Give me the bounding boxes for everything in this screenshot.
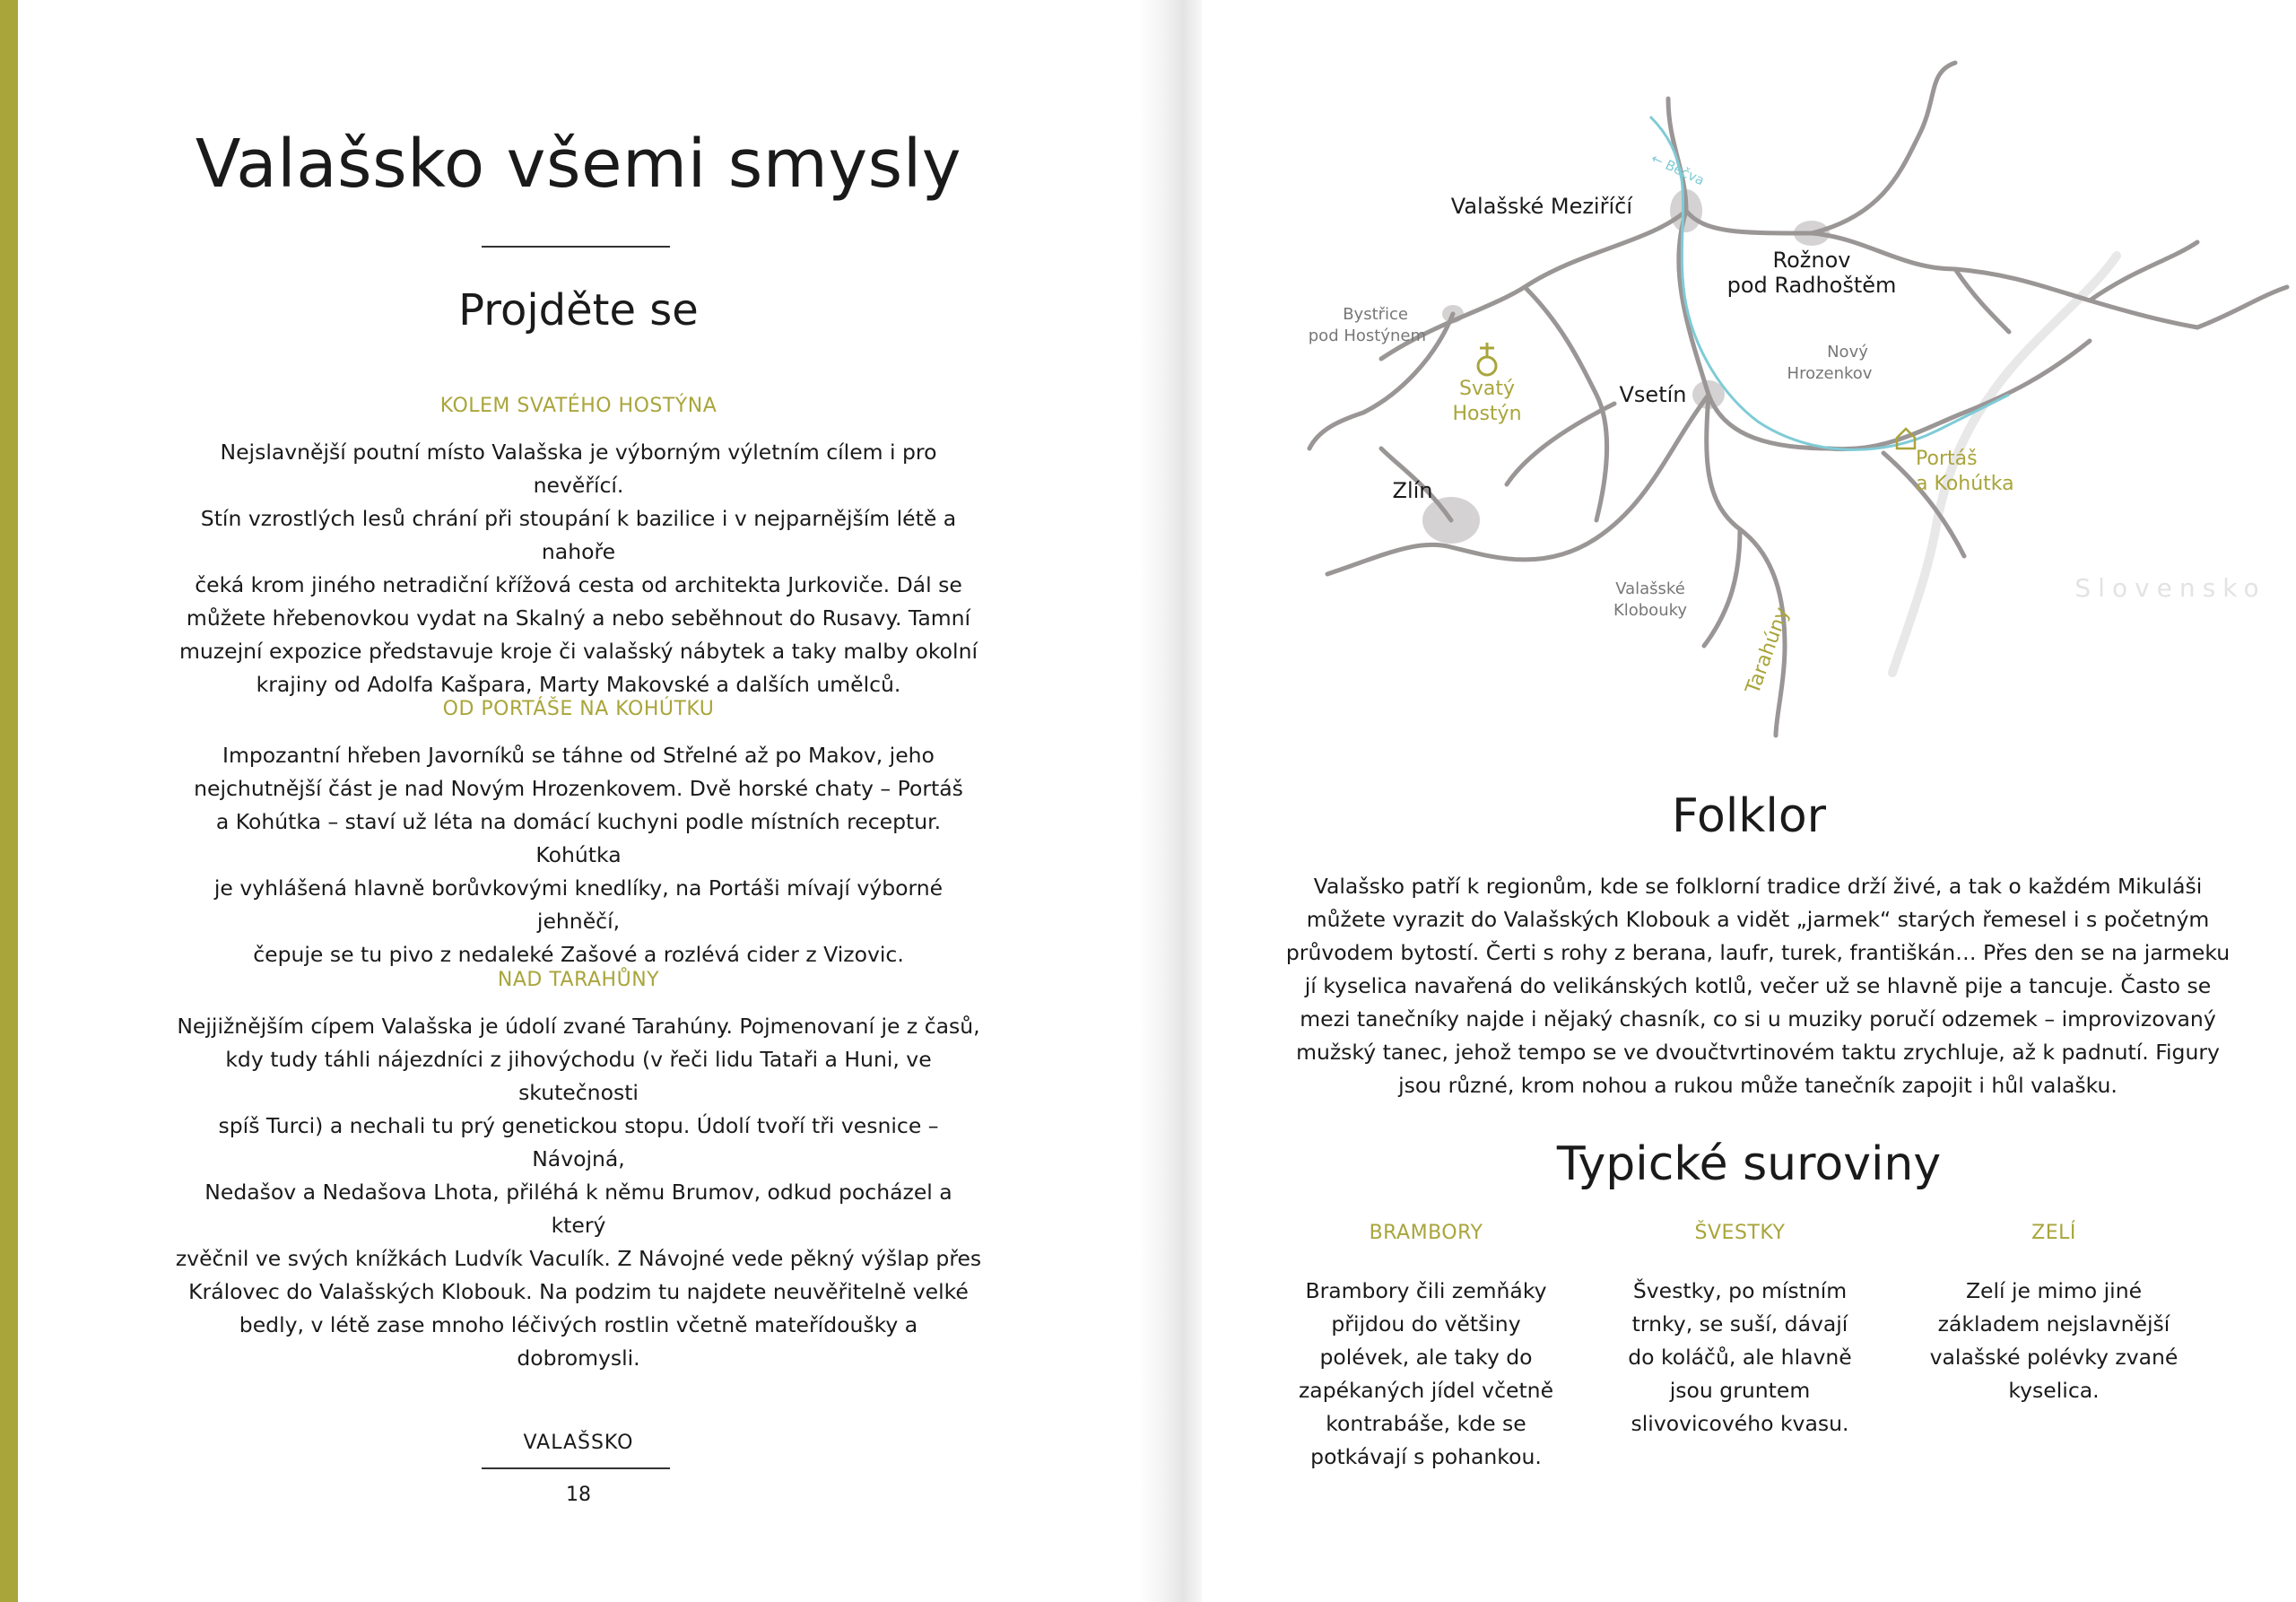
folklor-heading: Folklor [1671, 789, 1827, 843]
pilgrimage-site-icon [1478, 357, 1496, 375]
footer-chapter-label: VALAŠSKO [523, 1432, 634, 1454]
section-heading: NAD TARAHŮNY [497, 969, 660, 991]
text-line: Valašsko patří k regionům, kde se folklorní tradice drží živé, a tak o každém Mikuláši [1313, 874, 2203, 899]
ingredient-text [1292, 1275, 1561, 1474]
text-line: mužský tanec, jehož tempo se ve dvoučtvrtinovém taktu zrychluje, až k padnutí. Figury [1296, 1040, 2220, 1065]
text-line: je vyhlášená hlavně borůvkovými knedlíky, na Portáši mívají výborné jehněčí, [213, 875, 944, 934]
text-line: Brambory čili zemňáky [1305, 1278, 1547, 1303]
map-label-tarahuny: Tarahúny [1742, 604, 1795, 698]
text-line: Nejjižnějším cípem Valašska je údolí zvané Tarahúny. Pojmenovaní je z časů, [177, 1014, 980, 1039]
text-line: muzejní expozice představuje kroje či valašský nábytek a taky malby okolní [179, 639, 978, 664]
right-page [1202, 0, 2296, 1602]
text-line: Nedašov a Nedašova Lhota, přiléhá k němu Brumov, odkud pocházel a který [204, 1180, 952, 1238]
text-line: mezi tanečníky najde i nějaký chasník, co si u muziky poručí odzemek – improvizovaný [1300, 1006, 2216, 1032]
text-line: čeká krom jiného netradiční křížová cesta od architekta Jurkoviče. Dál se [195, 572, 962, 597]
text-line: nejchutnější část je nad Novým Hrozenkovem. Dvě horské chaty – Portáš [194, 776, 963, 801]
text-line: jsou gruntem [1669, 1378, 1811, 1403]
ingredient-heading: ZELÍ [2031, 1222, 2076, 1244]
text-line: slivovicového kvasu. [1631, 1411, 1849, 1436]
map-label-klobouky-1: Valašské [1615, 579, 1685, 598]
text-line: krajiny od Adolfa Kašpara, Marty Makovské a dalších umělců. [256, 672, 901, 697]
accent-edge-bar [0, 0, 18, 1602]
ingredient-heading: ŠVESTKY [1694, 1222, 1786, 1244]
text-line: spíš Turci) a nechali tu prý genetickou stopu. Údolí tvoří tři vesnice – Návojná, [218, 1113, 939, 1171]
text-line: valašské polévky zvané [1929, 1345, 2179, 1370]
region-map [1202, 54, 2296, 753]
text-line: průvodem bytostí. Čerti s rohy z berana, laufr, turek, františkán… Přes den se na jarmeku [1285, 940, 2231, 965]
map-label-roznov-2: pod Radhoštěm [1726, 273, 1897, 298]
map-label-klobouky-2: Klobouky [1613, 601, 1688, 620]
text-line: Nejslavnější poutní místo Valašska je výborným výletním cílem i pro nevěřící. [220, 440, 937, 498]
text-line: kontrabáše, kde se [1326, 1411, 1526, 1436]
map-label-novy-2: Hrozenkov [1787, 364, 1873, 383]
map-label-river: ← Bečva [1648, 150, 1708, 189]
map-label-zlin: Zlín [1392, 478, 1433, 503]
left-page [18, 0, 1139, 1602]
text-line: kyselica. [2008, 1378, 2100, 1403]
ingredient-text [1605, 1275, 1874, 1441]
map-label-vsetin: Vsetín [1619, 382, 1687, 407]
map-label-bystrice-2: pod Hostýnem [1308, 326, 1426, 345]
map-label-svaty-1: Svatý [1458, 378, 1516, 400]
title-divider [482, 246, 670, 248]
text-line: do koláčů, ale hlavně [1628, 1345, 1852, 1370]
section-paragraph [175, 739, 982, 971]
map-label-bystrice-1: Bystřice [1343, 305, 1408, 324]
map-label-novy-1: Nový [1827, 343, 1868, 361]
text-line: základem nejslavnější [1937, 1311, 2170, 1336]
map-label-svaty-2: Hostýn [1452, 403, 1522, 425]
folklor-paragraph [1274, 870, 2242, 1102]
text-line: trnky, se suší, dávají [1631, 1311, 1848, 1336]
page-title: Valašsko všemi smysly [195, 126, 962, 203]
ingredient-heading: BRAMBORY [1369, 1222, 1483, 1244]
text-line: kdy tudy táhli nájezdníci z jihovýchodu (v řeči lidu Tataři a Huni, ve skutečnosti [225, 1047, 932, 1105]
text-line: Královec do Valašských Klobouk. Na podzim tu najdete neuvěřitelně velké [188, 1279, 969, 1304]
ingredient-column-zeli [1919, 1222, 2188, 1407]
section-paragraph [175, 1010, 982, 1375]
ingredient-text [1919, 1275, 2188, 1407]
section-subtitle: Projděte se [458, 285, 699, 335]
text-line: jí kyselica navařená do velikánských kotlů, večer už se hlavně pije a tancuje. Často se [1304, 973, 2212, 998]
section-heading: KOLEM SVATÉHO HOSTÝNA [439, 395, 718, 417]
page-number: 18 [566, 1484, 591, 1506]
map-label-roznov-1: Rožnov [1772, 248, 1851, 273]
suroviny-heading: Typické suroviny [1556, 1137, 1942, 1191]
text-line: Stín vzrostlých lesů chrání při stoupání k bazilice i v nejparnějším létě a nahoře [200, 506, 957, 564]
text-line: Zelí je mimo jiné [1965, 1278, 2143, 1303]
text-line: můžete hřebenovkou vydat na Skalný a nebo seběhnout do Rusavy. Tamní [186, 605, 971, 631]
text-line: zvěčnil ve svých knížkách Ludvík Vaculík. Z Návojné vede pěkný výšlap přes [175, 1246, 982, 1271]
ingredient-column-brambory [1292, 1222, 1561, 1474]
map-label-slovensko: Slovensko [2074, 573, 2266, 603]
text-line: bedly, v létě zase mnoho léčivých rostlin včetně mateřídoušky a dobromysli. [239, 1312, 918, 1371]
text-line: Švestky, po místním [1632, 1278, 1848, 1303]
section-paragraph [175, 436, 982, 701]
map-label-portas-1: Portáš [1916, 448, 1978, 470]
text-line: a Kohútka – staví už léta na domácí kuchyni podle místních receptur. Kohútka [215, 809, 942, 867]
text-line: Impozantní hřeben Javorníků se táhne od Střelné až po Makov, jeho [222, 743, 935, 768]
map-graphic [1202, 54, 2296, 753]
text-line: potkávají s pohankou. [1310, 1444, 1542, 1469]
book-gutter [1139, 0, 1202, 1602]
map-label-valasske-mezirici: Valašské Meziříčí [1450, 194, 1632, 219]
roads [1309, 63, 2287, 736]
map-label-portas-2: a Kohútka [1916, 473, 2014, 495]
ingredient-column-svestky [1605, 1222, 1874, 1441]
text-line: polévek, ale taky do [1319, 1345, 1533, 1370]
text-line: čepuje se tu pivo z nedaleké Zašové a rozlévá cider z Vizovic. [253, 942, 904, 967]
section-heading: OD PORTÁŠE NA KOHÚTKU [442, 698, 715, 720]
text-line: zapékaných jídel včetně [1298, 1378, 1554, 1403]
text-line: jsou různé, krom nohou a rukou může tanečník zapojit i hůl valašku. [1398, 1073, 2118, 1098]
text-line: přijdou do většiny [1331, 1311, 1521, 1336]
text-line: můžete vyrazit do Valašských Klobouk a vidět „jarmek“ starých řemesel i s početným [1306, 907, 2210, 932]
footer-divider [482, 1467, 670, 1469]
